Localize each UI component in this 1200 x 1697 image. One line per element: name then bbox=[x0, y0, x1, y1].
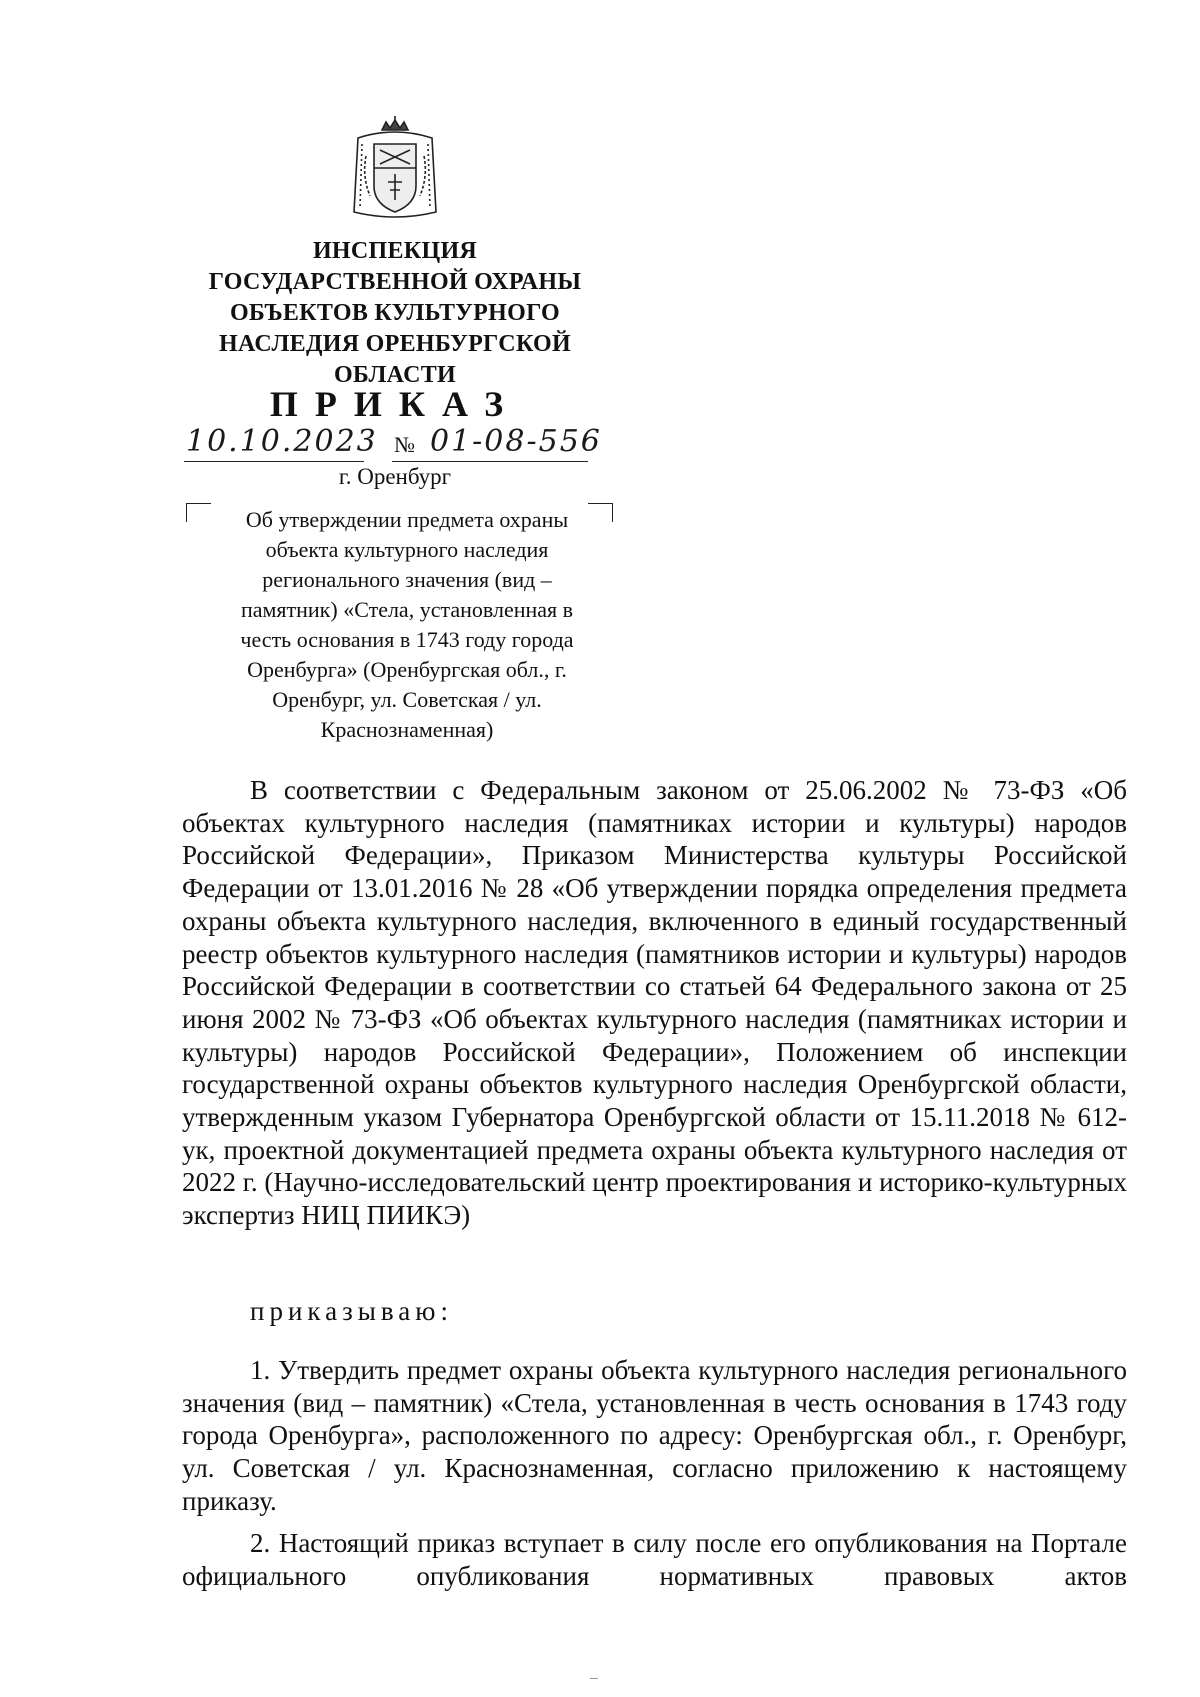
document-subject bbox=[212, 505, 602, 745]
subject-line: Оренбурга» (Оренбургская обл., г. bbox=[247, 657, 567, 682]
org-line: ОБЪЕКТОВ КУЛЬТУРНОГО bbox=[229, 300, 561, 326]
org-line: ГОСУДАРСТВЕННОЙ ОХРАНЫ bbox=[208, 269, 582, 295]
coat-of-arms-icon bbox=[340, 116, 450, 226]
organization-name bbox=[150, 236, 640, 391]
subject-line: Об утверждении предмета охраны bbox=[245, 507, 569, 532]
org-line: НАСЛЕДИЯ ОРЕНБУРГСКОЙ bbox=[219, 331, 571, 357]
subject-bracket-left bbox=[186, 503, 211, 522]
org-line: ОБЛАСТИ bbox=[333, 362, 457, 388]
order-item-1 bbox=[182, 1354, 1127, 1518]
date-underline bbox=[184, 461, 364, 462]
number-label: № bbox=[394, 432, 415, 457]
subject-line: регионального значения (вид – bbox=[262, 567, 552, 592]
city-line: г. Оренбург bbox=[338, 464, 452, 489]
subject-line: объекта культурного наследия bbox=[265, 537, 549, 562]
document-date: 10.10.2023 bbox=[186, 424, 378, 459]
order-item-text: 1. Утвердить предмет охраны объекта культурного наследия регионального значения (вид – памятник) «Стела, установленная в честь основания в 1743 году города Оренбурга», расположенного по адресу: Оренбургская обл., г. Оренбург, ул. Советская / ул. Краснознаменная, согласно приложению к настоящему приказу. bbox=[182, 1355, 1127, 1516]
order-item-2 bbox=[182, 1527, 1127, 1592]
document-number: 01-08-556 bbox=[430, 424, 602, 459]
number-underline bbox=[392, 461, 588, 462]
subject-line: Краснознаменная) bbox=[320, 717, 494, 742]
subject-line: памятник) «Стела, установленная в bbox=[240, 597, 574, 622]
preamble-paragraph: В соответствии с Федеральным законом от 25.06.2002 № 73-ФЗ «Об объектах культурного наследия (памятниках истории и культуры) народов Российской Федерации», Приказом Министерства культуры Российской Федерации от 13.01.2016 № 28 «Об утверждении порядка определения предмета охраны объекта культурного наследия, включенного в единый государственный реестр объектов культурного наследия (памятников истории и культуры) народов Российской Федерации в соответствии со статьей 64 Федерального закона от 25 июня 2002 № 73-ФЗ «Об объектах культурного наследия (памятниках истории и культуры) народов Российской Федерации», Положением об инспекции государственной охраны объектов культурного наследия Оренбургской области, утвержденным указом Губернатора Оренбургской области от 15.11.2018 № 612-ук, проектной документацией предмета охраны объекта культурного наследия от 2022 г. (Научно-исследовательский центр проектирования и историко-культурных экспертиз НИЦ ПИИКЭ) bbox=[182, 775, 1127, 1231]
order-item-text: 2. Настоящий приказ вступает в силу после его опубликования на Портале официального опубликования нормативных правовых актов bbox=[182, 1528, 1127, 1591]
date-number-line bbox=[184, 424, 604, 464]
order-word: приказываю: bbox=[250, 1296, 453, 1326]
org-line: ИНСПЕКЦИЯ bbox=[312, 238, 478, 264]
document-type-title: ПРИКАЗ bbox=[269, 384, 521, 424]
page-mark bbox=[590, 1678, 598, 1679]
subject-line: Оренбург, ул. Советская / ул. bbox=[272, 687, 542, 712]
subject-line: честь основания в 1743 году города bbox=[240, 627, 574, 652]
preamble-section bbox=[182, 774, 1127, 1232]
